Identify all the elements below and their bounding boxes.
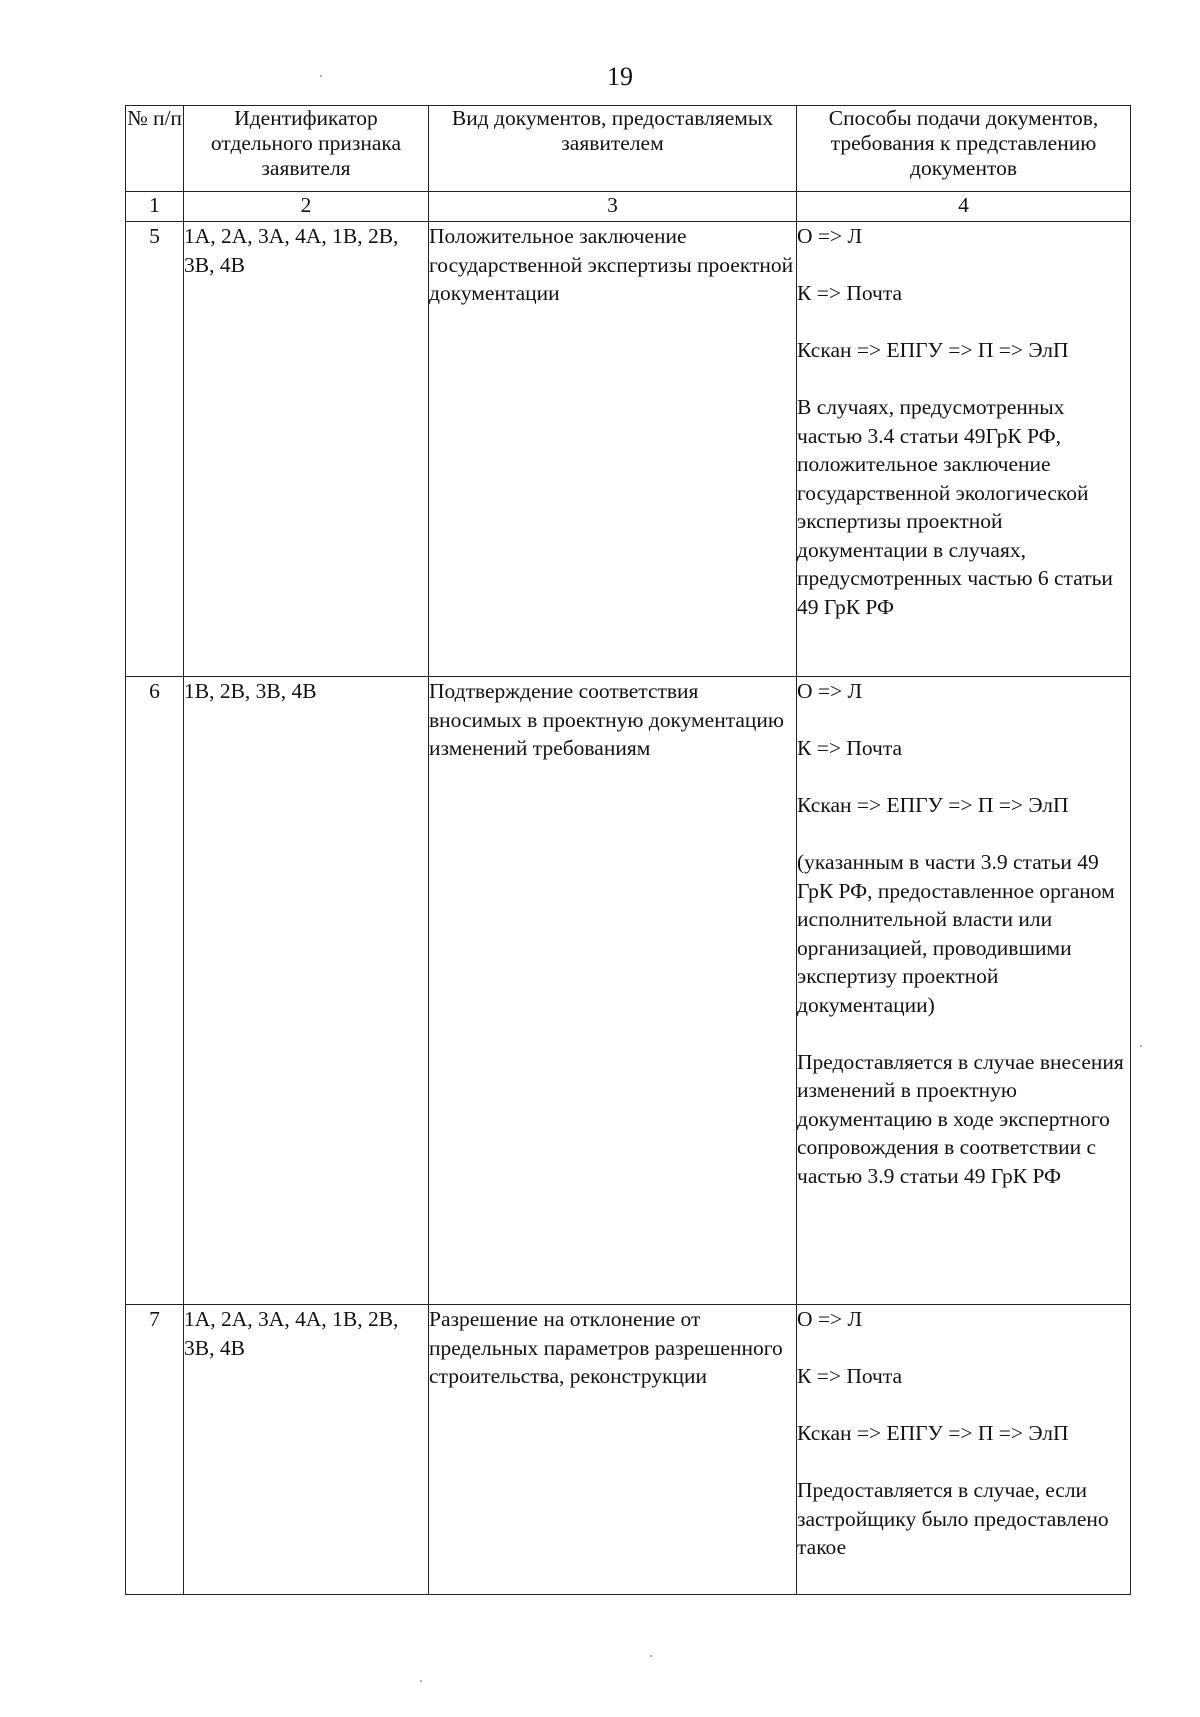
method-paragraph: Кскан => ЕПГУ => П => ЭлП — [797, 338, 1069, 362]
method-paragraph: К => Почта — [797, 1364, 903, 1388]
table-row — [126, 677, 1131, 1305]
column-number: 3 — [429, 192, 797, 222]
documents-table — [125, 105, 1131, 1595]
submission-methods — [797, 1305, 1131, 1595]
method-paragraph: Предоставляется в случае внесения изменений в проектную документацию в ходе экспертного сопровождения в соответствии с частью 3.9 статьи 49 ГрК РФ — [797, 1049, 1124, 1188]
column-number: 1 — [126, 192, 184, 222]
method-paragraph: К => Почта — [797, 736, 903, 760]
method-paragraph: К => Почта — [797, 281, 903, 305]
column-number: 4 — [797, 192, 1131, 222]
submission-methods — [797, 677, 1131, 1305]
scan-speck — [320, 75, 322, 77]
document-type: Разрешение на отклонение от предельных параметров разрешенного строительства, реконструкции — [429, 1305, 797, 1595]
applicant-identifier: 1А, 2А, 3А, 4А, 1В, 2В, 3В, 4В — [184, 1305, 429, 1595]
header-identifier: Идентификатор отдельного признака заявителя — [184, 106, 429, 192]
table-header-row — [126, 106, 1131, 192]
method-paragraph: В случаях, предусмотренных частью 3.4 статьи 49ГрК РФ, положительное заключение государственной экологической экспертизы проектной документации в случаях, предусмотренных частью 6 статьи 49 ГрК РФ — [797, 395, 1113, 619]
column-number: 2 — [184, 192, 429, 222]
row-number: 6 — [126, 677, 184, 1305]
method-paragraph: Кскан => ЕПГУ => П => ЭлП — [797, 1421, 1069, 1445]
method-paragraph: Предоставляется в случае, если застройщику было предоставлено такое — [797, 1478, 1109, 1559]
method-paragraph: О => Л — [797, 224, 863, 248]
table-row — [126, 1305, 1131, 1595]
applicant-identifier: 1В, 2В, 3В, 4В — [184, 677, 429, 1305]
method-paragraph: Кскан => ЕПГУ => П => ЭлП — [797, 793, 1069, 817]
header-document-type: Вид документов, предоставляемых заявителем — [429, 106, 797, 192]
method-paragraph: О => Л — [797, 679, 863, 703]
scan-speck — [420, 1680, 422, 1682]
column-number-row — [126, 192, 1131, 222]
page-number: 19 — [607, 62, 633, 91]
header-number: № п/п — [126, 106, 184, 192]
submission-methods — [797, 222, 1131, 677]
method-paragraph: О => Л — [797, 1307, 863, 1331]
method-paragraph: (указанным в части 3.9 статьи 49 ГрК РФ, предоставленное органом исполнительной власти или организацией, проводившими экспертизу проектной документации) — [797, 850, 1115, 1017]
applicant-identifier: 1А, 2А, 3А, 4А, 1В, 2В, 3В, 4В — [184, 222, 429, 677]
row-number: 5 — [126, 222, 184, 677]
table-row — [126, 222, 1131, 677]
header-submission-methods: Способы подачи документов, требования к представлению документов — [797, 106, 1131, 192]
document-type: Положительное заключение государственной экспертизы проектной документации — [429, 222, 797, 677]
row-number: 7 — [126, 1305, 184, 1595]
scan-speck — [1140, 1045, 1142, 1047]
document-type: Подтверждение соответствия вносимых в проектную документацию изменений требованиям — [429, 677, 797, 1305]
scan-speck — [650, 1655, 652, 1657]
